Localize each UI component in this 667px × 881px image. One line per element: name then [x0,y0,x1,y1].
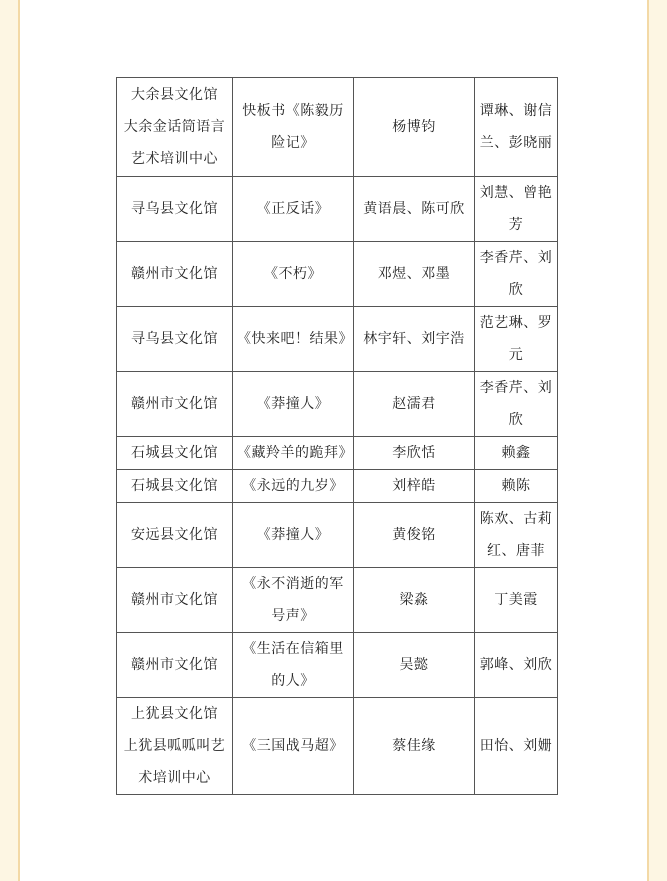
author-cell: 刘梓皓 [354,470,475,503]
unit-cell [117,698,233,795]
tutor-cell: 郭峰、刘欣 [475,633,558,698]
unit-cell [117,503,233,568]
unit-line: 寻乌县文化馆 [131,331,218,347]
unit-line: 术培训中心 [138,770,211,786]
table-row [117,633,558,698]
work-cell: 《快来吧！结果》 [233,307,354,372]
table-row [117,437,558,470]
table-row [117,698,558,795]
tutor-cell: 陈欢、古莉红、唐菲 [475,503,558,568]
work-cell: 《正反话》 [233,177,354,242]
unit-line: 石城县文化馆 [131,445,218,461]
table-row [117,78,558,177]
work-cell: 《藏羚羊的跪拜》 [233,437,354,470]
author-cell: 蔡佳缘 [354,698,475,795]
tutor-cell: 赖鑫 [475,437,558,470]
unit-cell [117,470,233,503]
work-cell: 快板书《陈毅历险记》 [233,78,354,177]
tutor-cell: 赖陈 [475,470,558,503]
unit-cell [117,177,233,242]
unit-cell [117,242,233,307]
unit-line: 赣州市文化馆 [131,266,218,282]
unit-cell [117,437,233,470]
awards-table [116,77,558,795]
table-row [117,372,558,437]
work-cell: 《莽撞人》 [233,503,354,568]
author-cell: 杨博钧 [354,78,475,177]
author-cell: 梁淼 [354,568,475,633]
unit-cell [117,568,233,633]
work-cell: 《永不消逝的军号声》 [233,568,354,633]
unit-line: 上犹县呱呱叫艺 [123,738,226,754]
unit-line: 大余金话筒语言 [123,119,226,135]
table-row [117,568,558,633]
table-row [117,470,558,503]
tutor-cell: 丁美霞 [475,568,558,633]
unit-cell [117,633,233,698]
table-row [117,242,558,307]
author-cell: 李欣恬 [354,437,475,470]
tutor-cell: 田怡、刘姗 [475,698,558,795]
tutor-cell: 谭琳、谢信兰、彭晓丽 [475,78,558,177]
work-cell: 《永远的九岁》 [233,470,354,503]
unit-line: 赣州市文化馆 [131,396,218,412]
unit-cell [117,78,233,177]
tutor-cell: 李香芹、刘欣 [475,372,558,437]
unit-cell [117,372,233,437]
unit-line: 艺术培训中心 [131,151,218,167]
tutor-cell: 李香芹、刘欣 [475,242,558,307]
unit-line: 赣州市文化馆 [131,592,218,608]
work-cell: 《三国战马超》 [233,698,354,795]
table-row [117,503,558,568]
tutor-cell: 刘慧、曾艳芳 [475,177,558,242]
unit-line: 上犹县文化馆 [131,706,218,722]
table-row [117,177,558,242]
author-cell: 黄语晨、陈可欣 [354,177,475,242]
unit-line: 寻乌县文化馆 [131,201,218,217]
tutor-cell: 范艺琳、罗元 [475,307,558,372]
author-cell: 林宇轩、刘宇浩 [354,307,475,372]
unit-cell [117,307,233,372]
work-cell: 《不朽》 [233,242,354,307]
unit-line: 赣州市文化馆 [131,657,218,673]
unit-line: 石城县文化馆 [131,478,218,494]
unit-line: 安远县文化馆 [131,527,218,543]
author-cell: 吴懿 [354,633,475,698]
author-cell: 赵濡君 [354,372,475,437]
work-cell: 《生活在信箱里的人》 [233,633,354,698]
author-cell: 黄俊铭 [354,503,475,568]
unit-line: 大余县文化馆 [131,87,218,103]
work-cell: 《莽撞人》 [233,372,354,437]
table-row [117,307,558,372]
author-cell: 邓煜、邓墨 [354,242,475,307]
